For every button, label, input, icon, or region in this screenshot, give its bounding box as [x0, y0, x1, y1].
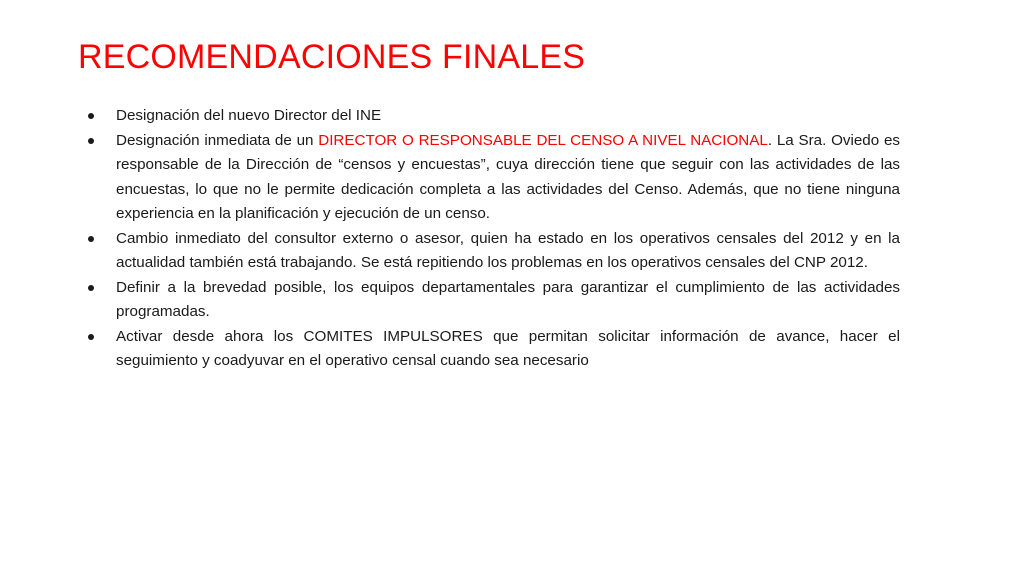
bullet-text: Activar desde ahora los COMITES IMPULSORES que permitan solicitar información de avance, hacer el seguimiento y coadyuvar en el operativo censal cuando sea necesario: [116, 327, 900, 369]
slide-title: RECOMENDACIONES FINALES: [78, 38, 586, 76]
bullet-text: Designación del nuevo Director del INE: [116, 107, 382, 124]
bullet-list: [82, 104, 900, 374]
bullet-item: [82, 325, 900, 374]
bullet-icon: [88, 138, 94, 144]
bullet-item: [82, 104, 900, 129]
bullet-icon: [88, 113, 94, 119]
bullet-icon: [88, 334, 94, 340]
bullet-icon: [88, 285, 94, 291]
bullet-item: [82, 129, 900, 227]
bullet-icon: [88, 236, 94, 242]
bullet-text-after: . La Sra. Oviedo es responsable de la Dirección de “censos y encuestas”, cuya dirección tiene que seguir con las actividades de las encuestas, lo que no le permite dedicación completa a las actividades del Censo. Además, que no tiene ninguna experiencia en la planificación y ejecución de un censo.: [116, 131, 900, 222]
bullet-item: [82, 276, 900, 325]
bullet-text: Cambio inmediato del consultor externo o asesor, quien ha estado en los operativos censales del 2012 y en la actualidad también está trabajando. Se está repitiendo los problemas en los operativos censales del CNP 2012.: [116, 229, 900, 271]
bullet-highlight: DIRECTOR O RESPONSABLE DEL CENSO A NIVEL NACIONAL: [318, 131, 768, 149]
bullet-text: Definir a la brevedad posible, los equipos departamentales para garantizar el cumplimiento de las actividades programadas.: [116, 278, 900, 320]
bullet-item: [82, 227, 900, 276]
bullet-text-before: Designación inmediata de un: [116, 131, 319, 149]
